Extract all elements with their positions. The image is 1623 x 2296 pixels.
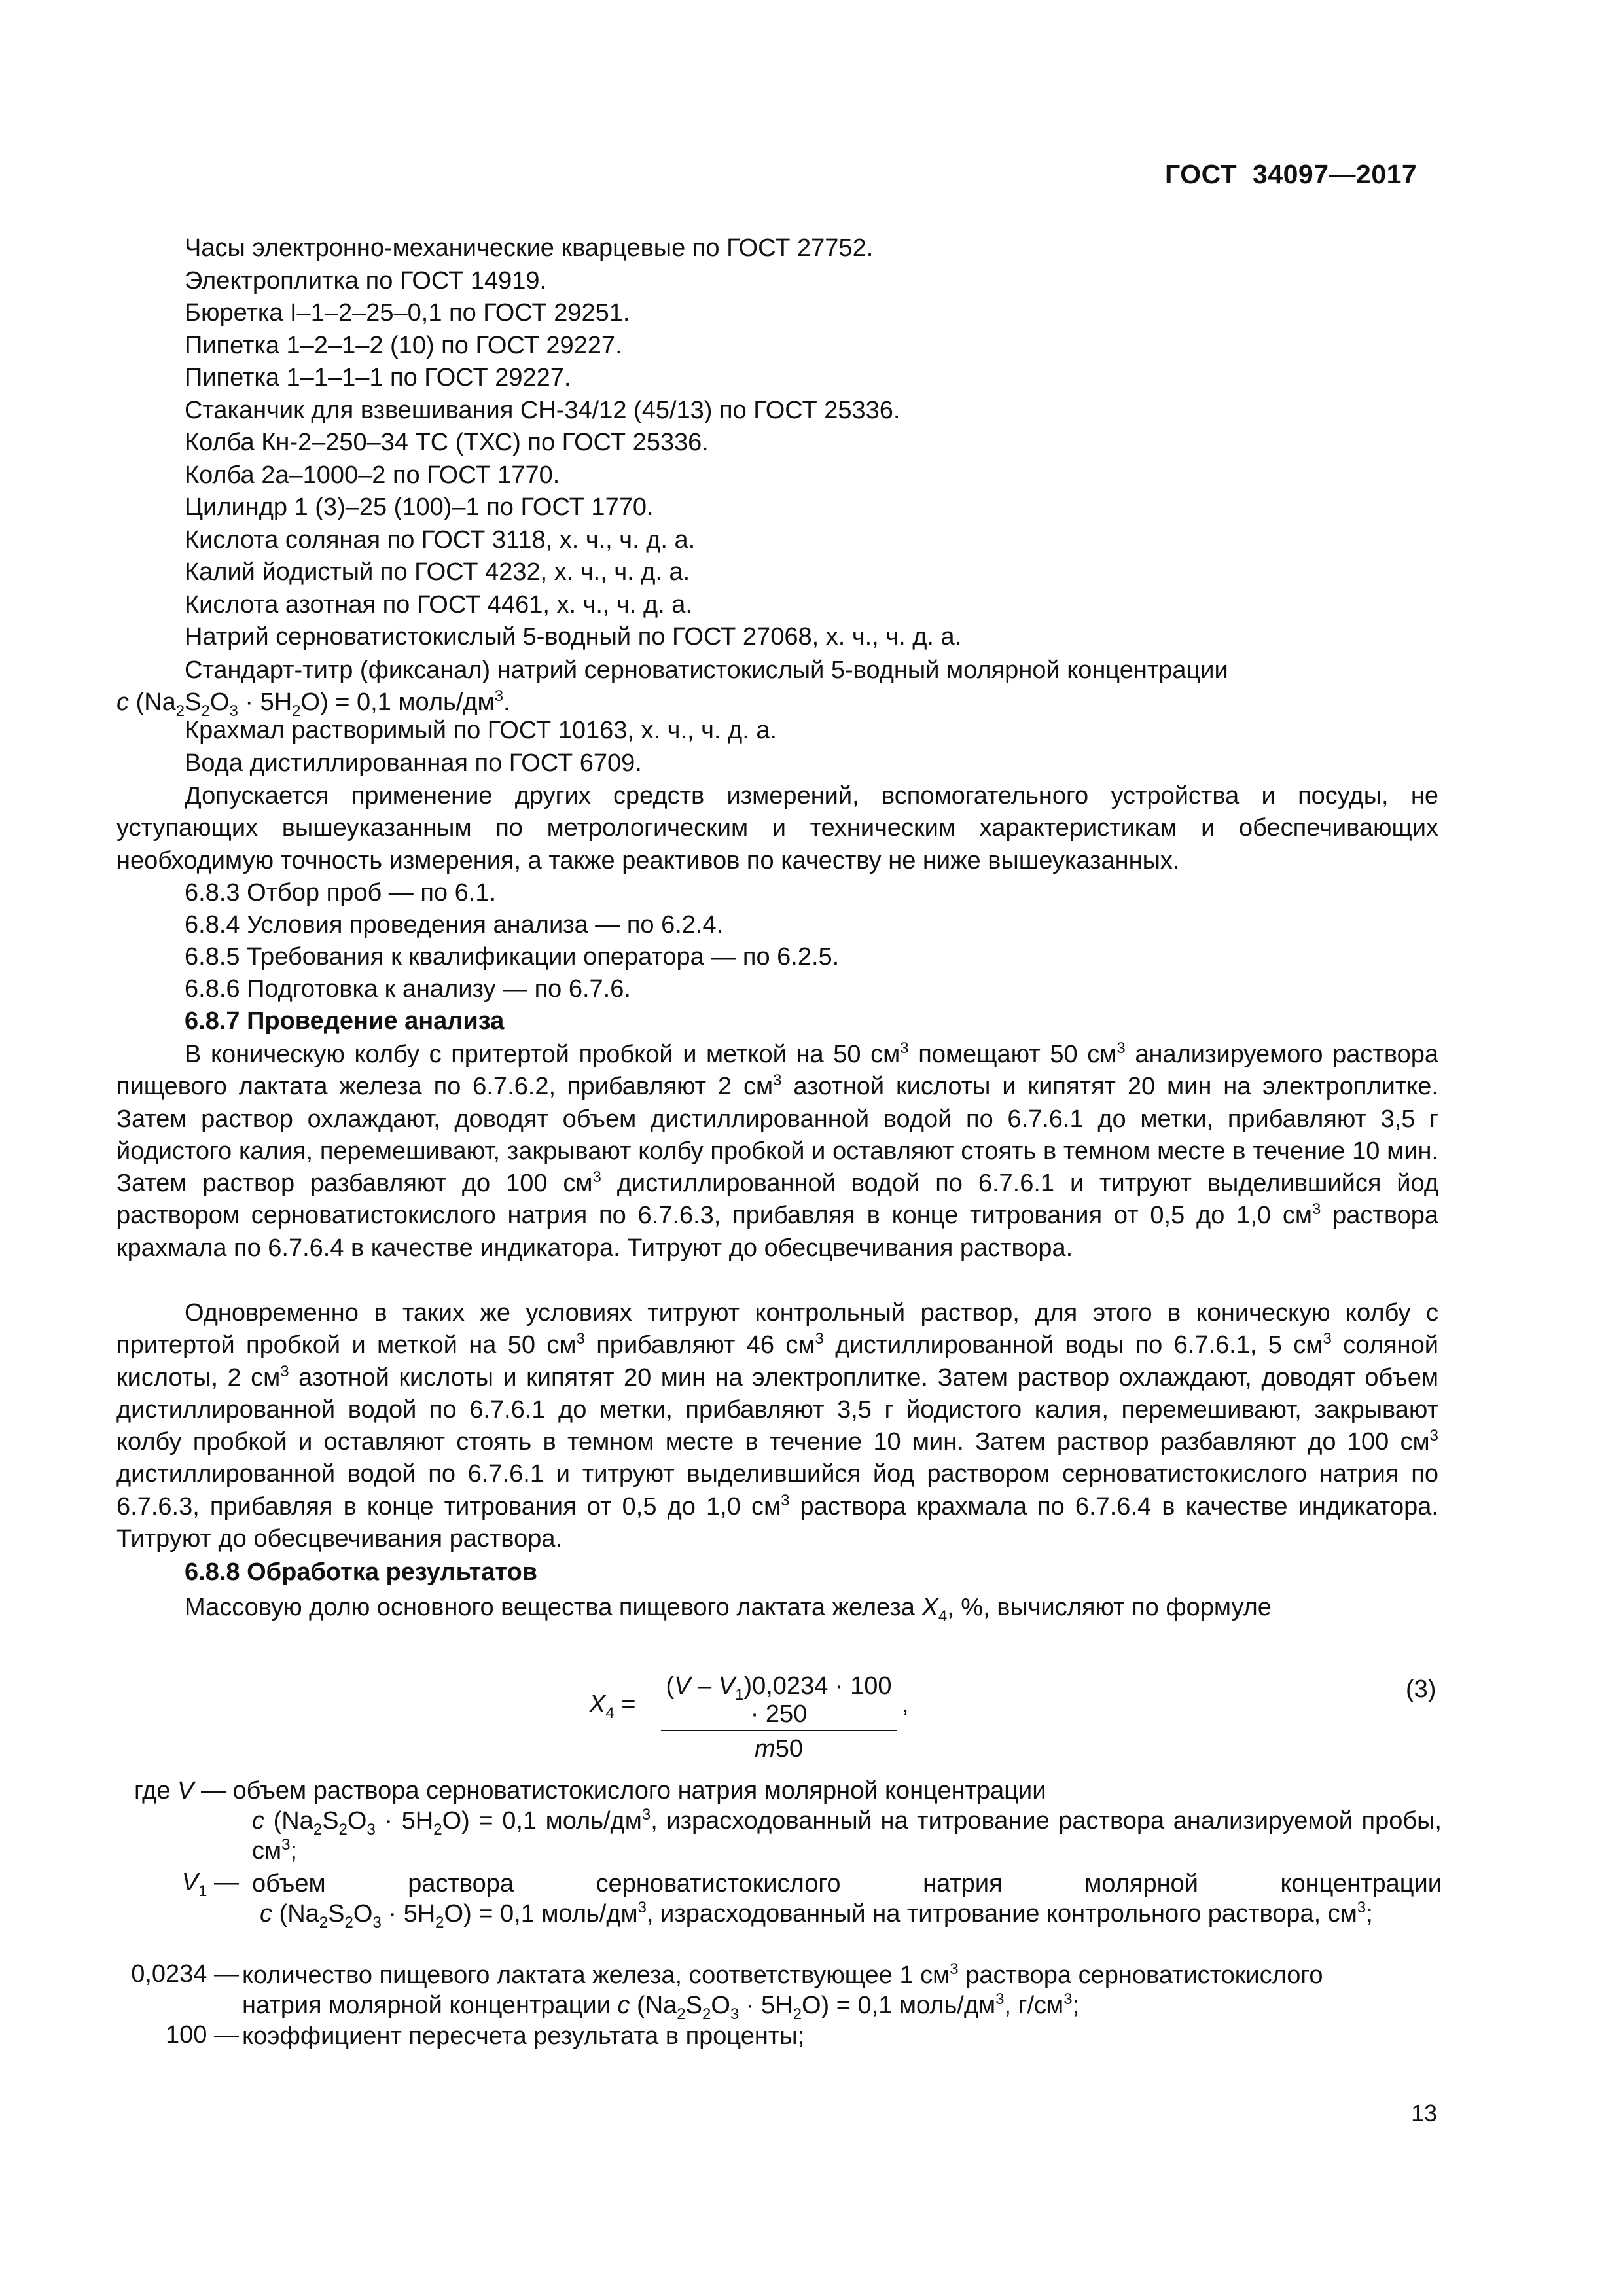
equipment-item: Стаканчик для взвешивания СН-34/12 (45/13) по ГОСТ 25336. <box>185 396 901 424</box>
standard-titr-paragraph <box>116 655 1438 719</box>
formula-intro-end: , %, вычисляют по формуле <box>947 1594 1272 1621</box>
equipment-item: Кислота азотная по ГОСТ 4461, х. ч., ч. д. а. <box>185 590 692 619</box>
section-688-title: 6.8.8 Обработка результатов <box>185 1558 538 1586</box>
formula-denominator: m50 <box>755 1735 803 1763</box>
where-0234-def: количество пищевого лактата железа, соответствующее 1 $см^3$ раствора серноватистокислого натрия молярной концентрации c $(Na_2S_2O_3 \cdot 5H_2O) = 0,1$ моль/$дм^3$, $г/см^3$; <box>242 1960 1323 2023</box>
where-V: где V — объем раствора серноватистокислого натрия молярной концентрации <box>134 1777 1046 1804</box>
where-100-def: коэффициент пересчета результата в проценты; <box>242 2022 805 2050</box>
section-686: 6.8.6 Подготовка к анализу — по 6.7.6. <box>185 975 631 1003</box>
where-V1-def: объем раствора серноватистокислого натрия молярной концентрации c $(Na_2S_2O_3 \cdot 5H_2O) = 0,1$ моль/$дм^3$, израсходованный на титрование контрольного раствора, $см^3$; <box>252 1870 1442 1931</box>
standard-titr-line2: c $(Na_2S_2O_3 \cdot 5H_2O) = 0,1$ моль/$дм^3$. <box>116 687 510 721</box>
equipment-item: Часы электронно-механические кварцевые по ГОСТ 27752. <box>185 234 874 262</box>
equipment-item: Бюретка I–1–2–25–0,1 по ГОСТ 29251. <box>185 299 630 327</box>
equipment-item: Колба 2а–1000–2 по ГОСТ 1770. <box>185 461 560 489</box>
where-V1-term: $V_1$ — <box>181 1869 239 1900</box>
section-683: 6.8.3 Отбор проб — по 6.1. <box>185 879 497 906</box>
equipment-item: Колба Кн-2–250–34 ТС (ТХС) по ГОСТ 25336. <box>185 429 709 456</box>
standard-titr-suffix: ) = 0,1 моль/дм <box>320 689 495 717</box>
section-687-title: 6.8.7 Проведение анализа <box>185 1007 505 1035</box>
formula-intro: Массовую долю основного вещества пищевого лактата железа $X_4$, %, вычисляют по формуле <box>185 1594 1272 1625</box>
equipment-item: Пипетка 1–1–1–1 по ГОСТ 29227. <box>185 364 571 391</box>
water-line: Вода дистиллированная по ГОСТ 6709. <box>185 749 642 777</box>
document-header-standard: ГОСТ 34097—2017 <box>1165 159 1418 189</box>
where-0234-term: 0,0234 — <box>131 1960 239 1988</box>
formula-numerator-tail: )0,0234 · 100 · 250 <box>743 1672 892 1728</box>
where-100-term: 100 — <box>166 2021 239 2049</box>
formula-fraction <box>661 1672 897 1763</box>
procedure-paragraph-1: В коническую колбу с притертой пробкой и меткой на 50 $см^3$ помещают 50 $см^3$ анализируемого раствора пищевого лактата железа по 6.7.6.2, прибавляют 2 $см^3$ азотной кислоты и кипятят 20 мин на электроплитке. Затем раствор охлаждают, доводят объем дистиллированной водой по 6.7.6.1 до метки, прибавляют 3,5 г йодистого калия, перемешивают, закрывают колбу пробкой и оставляют стоять в темном месте в течение 10 мин. Затем раствор разбавляют до 100 $см^3$ дистиллированной водой по 6.7.6.1 и титруют выделившийся йод раствором серноватистокислого натрия по 6.7.6.3, прибавляя в конце титрования от 0,5 до 1,0 $см^3$ раствора крахмала по 6.7.6.4 в качестве индикатора. Титруют до обесцвечивания раствора. <box>116 1039 1439 1262</box>
equipment-item: Калий йодистый по ГОСТ 4232, х. ч., ч. д. а. <box>185 558 690 586</box>
section-684: 6.8.4 Условия проведения анализа — по 6.2.4. <box>185 911 724 939</box>
allowance-paragraph <box>116 780 1438 877</box>
equipment-item: Натрий серноватистокислый 5-водный по ГОСТ 27068, х. ч., ч. д. а. <box>185 623 962 651</box>
where-V-cont: c $(Na_2S_2O_3 \cdot 5H_2O) = 0,1$ моль/$дм^3$, израсходованный на титрование раствора анализируемой пробы, $см^3$; <box>252 1806 1442 1865</box>
equipment-item: Кислота соляная по ГОСТ 3118, х. ч., ч. д. а. <box>185 526 696 554</box>
section-685: 6.8.5 Требования к квалификации оператора — по 6.2.5. <box>185 943 840 971</box>
equipment-item: Пипетка 1–2–1–2 (10) по ГОСТ 29227. <box>185 331 622 359</box>
formula-numerator: $(V - V_1)0,0234 \cdot 100 \cdot 250$ <box>661 1672 897 1731</box>
procedure-paragraph-2: Одновременно в таких же условиях титруют контрольный раствор, для этого в коническую колбу с притертой пробкой и меткой на 50 $см^3$ прибавляют 46 $см^3$ дистиллированной воды по 6.7.6.1, 5 $см^3$ соляной кислоты, 2 $см^3$ азотной кислоты и кипятят 20 мин на электроплитке. Затем раствор охлаждают, доводят объем дистиллированной водой по 6.7.6.1 до метки, прибавляют 3,5 г йодистого калия, перемешивают, закрывают колбу пробкой и оставляют стоять в темном месте в течение 10 мин. Затем раствор разбавляют до 100 $см^3$ дистиллированной водой по 6.7.6.1 и титруют выделившийся йод раствором серноватистокислого натрия по 6.7.6.3, прибавляя в конце титрования от 0,5 до 1,0 $см^3$ раствора крахмала по 6.7.6.4 в качестве индикатора. Титруют до обесцвечивания раствора. <box>116 1299 1438 1553</box>
allowance-text: Допускается применение других средств измерений, вспомогательного устройства и посуды, не уступающих вышеуказанным по метрологическим и техническим характеристикам и обеспечивающих необходимую точность измерения, а также реактивов по качеству не ниже вышеуказанных. <box>116 782 1438 874</box>
equipment-item: Цилиндр 1 (3)–25 (100)–1 по ГОСТ 1770. <box>185 493 654 521</box>
formula-intro-text: Массовую долю основного вещества пищевого лактата железа <box>185 1594 915 1621</box>
page-number: 13 <box>1411 2100 1438 2126</box>
standard-titr-line1: Стандарт-титр (фиксанал) натрий серноватистокислый 5-водный молярной концентрации <box>185 656 1228 684</box>
equipment-item: Электроплитка по ГОСТ 14919. <box>185 266 547 295</box>
formula-comma: , <box>902 1691 909 1718</box>
formula-number: (3) <box>1406 1676 1436 1703</box>
starch-line: Крахмал растворимый по ГОСТ 10163, х. ч., ч. д. а. <box>185 717 777 744</box>
formula-lhs: $X_4$ = <box>589 1691 636 1722</box>
